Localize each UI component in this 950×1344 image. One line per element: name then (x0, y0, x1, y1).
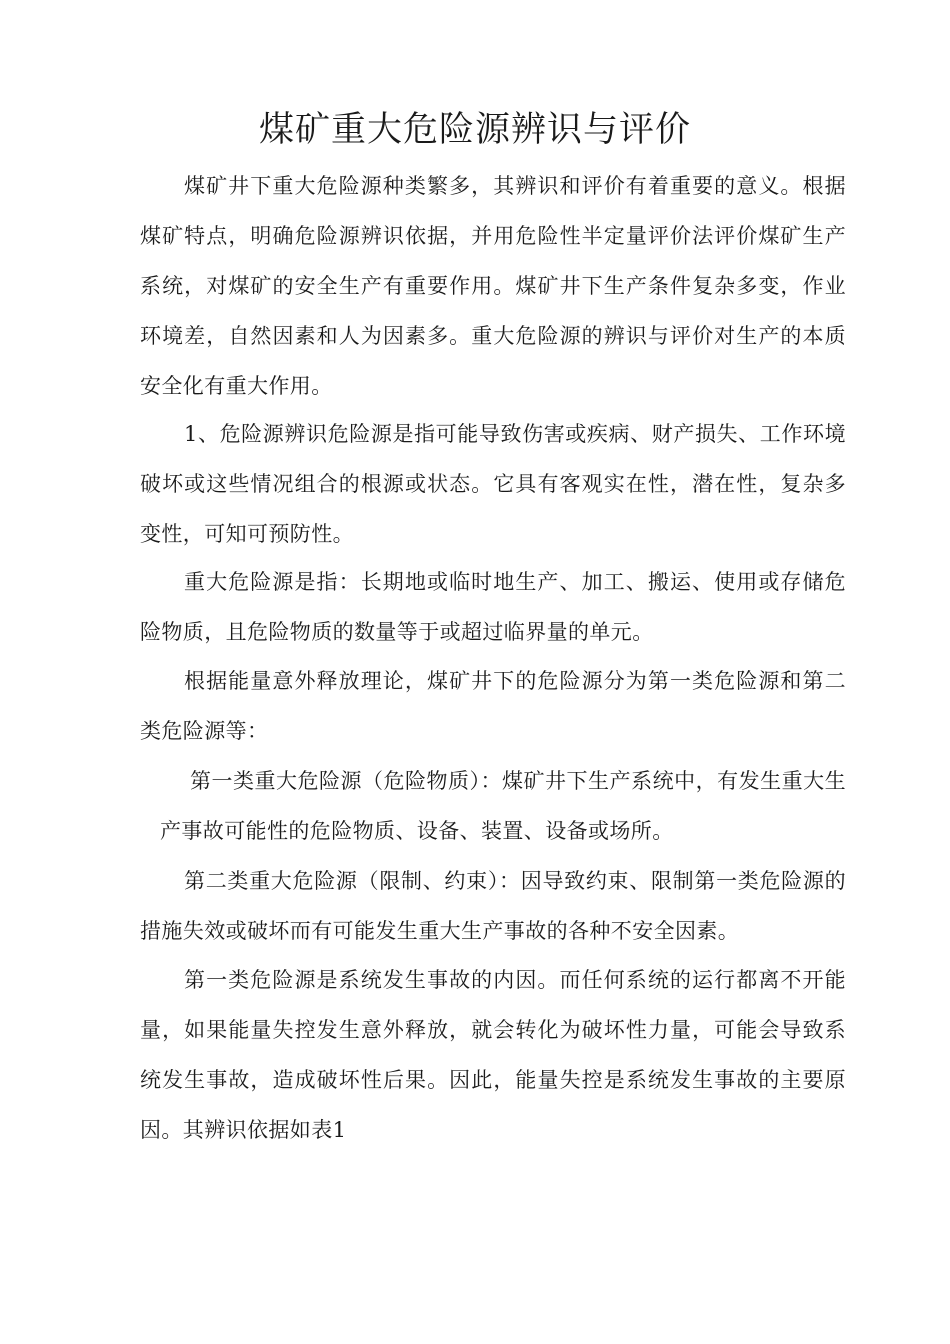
paragraph-major-hazard-definition: 重大危险源是指：长期地或临时地生产、加工、搬运、使用或存储危险物质，且危险物质的数量等于或超过临界量的单元。 (140, 570, 846, 644)
paragraph-hazard-identification: 1、危险源辨识危险源是指可能导致伤害或疾病、财产损失、工作环境破坏或这些情况组合的根源或状态。它具有客观实在性，潜在性，复杂多变性，可知可预防性。 (140, 422, 846, 546)
paragraph-first-type-hazard: 第一类重大危险源（危险物质）：煤矿井下生产系统中，有发生重大生产事故可能性的危险物质、设备、装置、设备或场所。 (160, 769, 846, 843)
paragraph-first-type-cause: 第一类危险源是系统发生事故的内因。而任何系统的运行都离不开能量，如果能量失控发生意外释放，就会转化为破坏性力量，可能会导致系统发生事故，造成破坏性后果。因此，能量失控是系统发生事故的主要原因。其辨识依据如表1 (140, 968, 846, 1142)
document-title: 煤矿重大危险源辨识与评价 (258, 110, 691, 150)
paragraph-intro: 煤矿井下重大危险源种类繁多，其辨识和评价有着重要的意义。根据煤矿特点，明确危险源辨识依据，并用危险性半定量评价法评价煤矿生产系统，对煤矿的安全生产有重要作用。煤矿井下生产条件复杂多变，作业环境差，自然因素和人为因素多。重大危险源的辨识与评价对生产的本质安全化有重大作用。 (140, 174, 846, 398)
paragraph-second-type-hazard: 第二类重大危险源（限制、约束）：因导致约束、限制第一类危险源的措施失效或破坏而有可能发生重大生产事故的各种不安全因素。 (140, 869, 846, 943)
paragraph-energy-theory: 根据能量意外释放理论，煤矿井下的危险源分为第一类危险源和第二类危险源等： (140, 669, 846, 743)
